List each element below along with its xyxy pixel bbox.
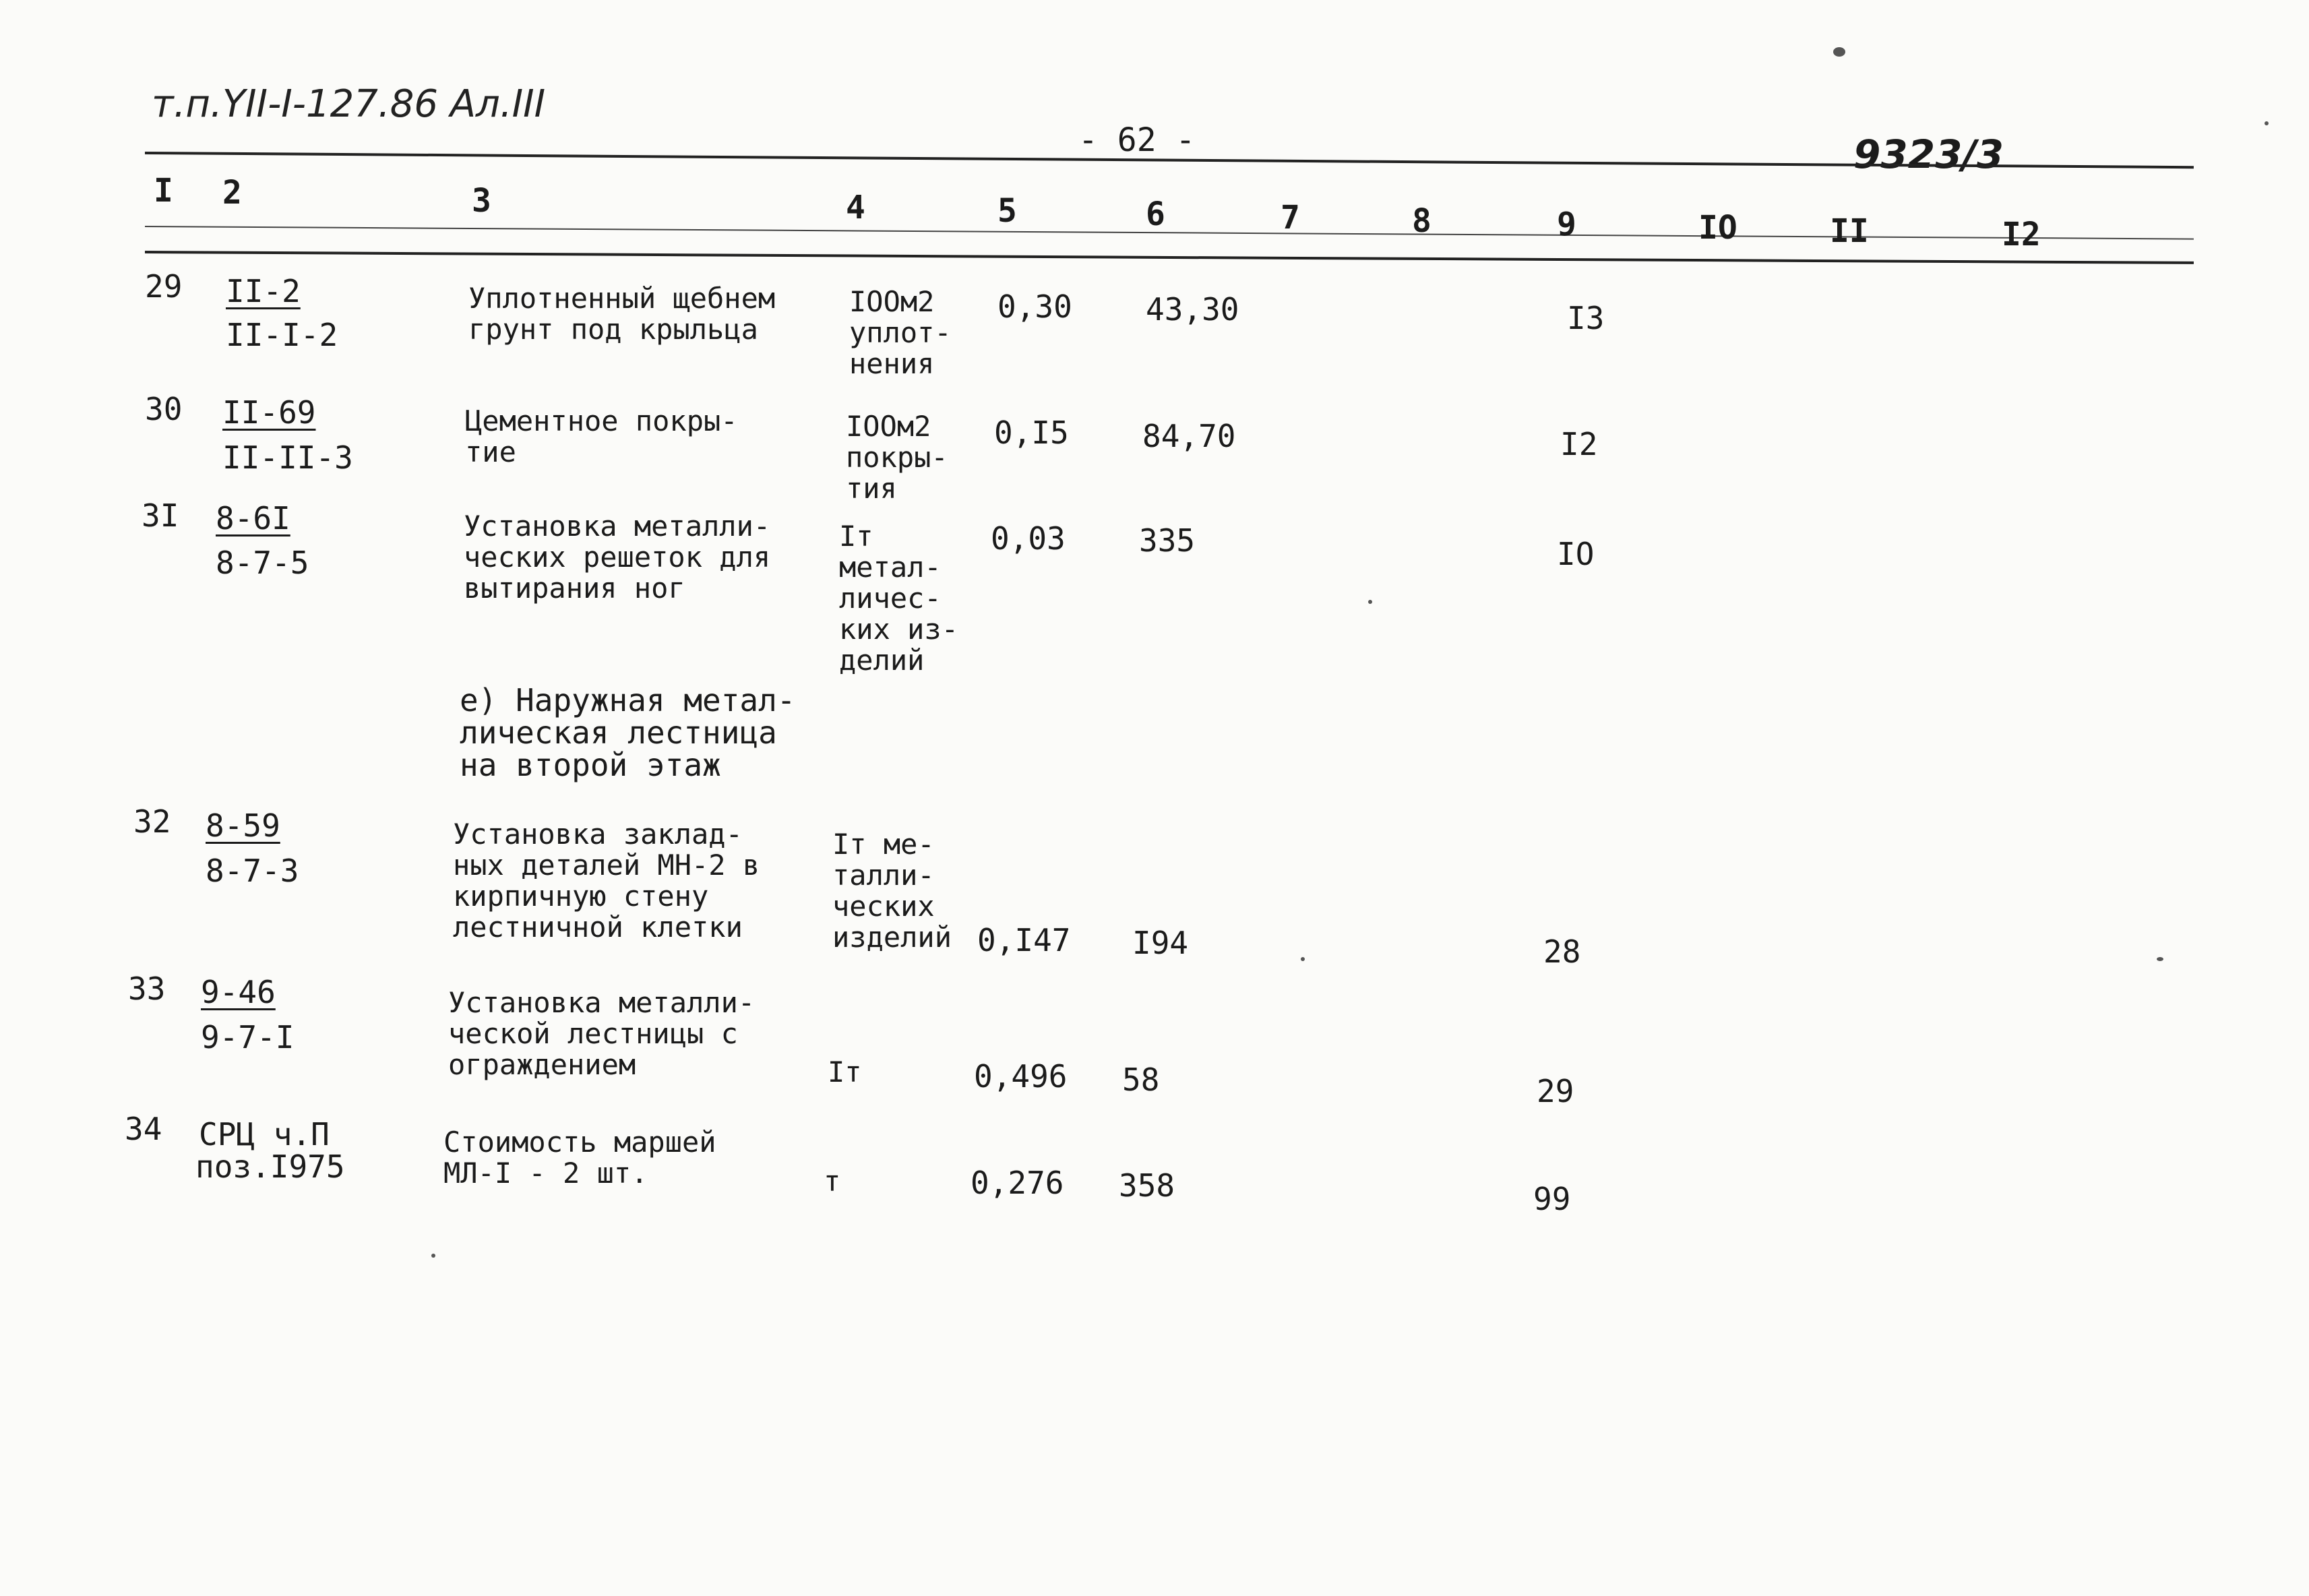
code-top: СРЦ ч.П <box>199 1116 330 1153</box>
code-top: II-2 <box>226 273 301 309</box>
sheet-number: 9323/3 <box>1853 131 2004 177</box>
col-header-1: I <box>154 172 173 210</box>
work-description: Установка заклад- ных деталей МН-2 в кирпичную стену лестничной клетки <box>453 818 760 944</box>
page-number: - 62 - <box>1078 121 1196 159</box>
code-bottom: II-I-2 <box>226 317 338 353</box>
section-heading: е) Наружная метал- лическая лестница на второй этаж <box>460 682 796 783</box>
code-bottom: II-II-3 <box>222 439 353 476</box>
scan-speck <box>2265 121 2269 125</box>
unit: IOOм2 покры- тия <box>846 410 948 505</box>
code-top: 8-6I <box>216 500 290 536</box>
quantity: 0,03 <box>991 520 1066 557</box>
col-header-5: 5 <box>997 192 1017 230</box>
unit: IOOм2 уплот- нения <box>849 285 952 380</box>
unit-price: 335 <box>1139 522 1196 559</box>
col9-value: I3 <box>1567 300 1605 336</box>
scan-speck <box>2157 957 2163 961</box>
unit: Iт <box>828 1055 862 1088</box>
col-header-12: I2 <box>2002 216 2041 253</box>
quantity: 0,30 <box>997 288 1072 325</box>
header-mid-rule <box>145 226 2194 240</box>
header-bottom-rule <box>145 251 2194 264</box>
code-bottom: поз.I975 <box>195 1148 345 1185</box>
work-description: Уплотненный щебнем грунт под крыльца <box>468 282 776 346</box>
scan-speck <box>1833 47 1845 57</box>
unit: Iт метал- личес- ких из- делий <box>839 520 959 677</box>
quantity: 0,I5 <box>994 415 1069 451</box>
code-top: II-69 <box>222 394 316 431</box>
col9-value: I2 <box>1560 426 1598 462</box>
scan-speck <box>1368 600 1372 604</box>
col9-value: 99 <box>1533 1181 1571 1217</box>
col9-value: 28 <box>1543 933 1581 970</box>
unit: т <box>824 1165 841 1198</box>
code-bottom: 9-7-I <box>201 1019 295 1055</box>
unit-price: 58 <box>1122 1062 1160 1098</box>
col-header-10: IO <box>1698 209 1737 247</box>
col-header-3: 3 <box>472 182 491 220</box>
quantity: 0,I47 <box>977 922 1071 958</box>
code-top: 9-46 <box>201 974 276 1010</box>
row-number: 3I <box>142 497 179 534</box>
col-header-8: 8 <box>1412 202 1431 240</box>
row-number: 29 <box>145 268 183 305</box>
col9-value: IO <box>1557 536 1595 572</box>
unit-price: 43,30 <box>1146 291 1239 328</box>
row-number: 33 <box>128 971 166 1007</box>
code-bottom: 8-7-3 <box>206 853 299 889</box>
col-header-4: 4 <box>846 189 865 226</box>
col-header-6: 6 <box>1146 195 1165 233</box>
code-top: 8-59 <box>206 807 280 844</box>
col-header-7: 7 <box>1281 199 1300 237</box>
unit: Iт ме- талли- ческих изделий <box>832 828 952 954</box>
work-description: Стоимость маршей МЛ-I - 2 шт. <box>443 1126 716 1190</box>
work-description: Установка металли- ческих решеток для вытирания ног <box>464 510 771 605</box>
quantity: 0,276 <box>971 1165 1064 1201</box>
document-code: т.п.YII-I-127.86 Ал.III <box>152 82 546 126</box>
col-header-11: II <box>1830 212 1869 250</box>
row-number: 34 <box>125 1111 162 1147</box>
work-description: Установка металли- ческой лестницы с ограждением <box>448 986 756 1081</box>
unit-price: 358 <box>1119 1167 1175 1204</box>
col-header-2: 2 <box>222 174 242 212</box>
unit-price: I94 <box>1132 925 1189 961</box>
work-description: Цементное покры- тие <box>465 404 738 468</box>
col9-value: 29 <box>1537 1073 1574 1109</box>
col-header-9: 9 <box>1557 206 1576 243</box>
unit-price: 84,70 <box>1142 418 1236 454</box>
scan-speck <box>1301 957 1305 961</box>
quantity: 0,496 <box>974 1058 1068 1095</box>
row-number: 30 <box>145 391 183 427</box>
scan-speck <box>431 1254 435 1258</box>
code-bottom: 8-7-5 <box>216 545 309 581</box>
row-number: 32 <box>133 803 171 840</box>
